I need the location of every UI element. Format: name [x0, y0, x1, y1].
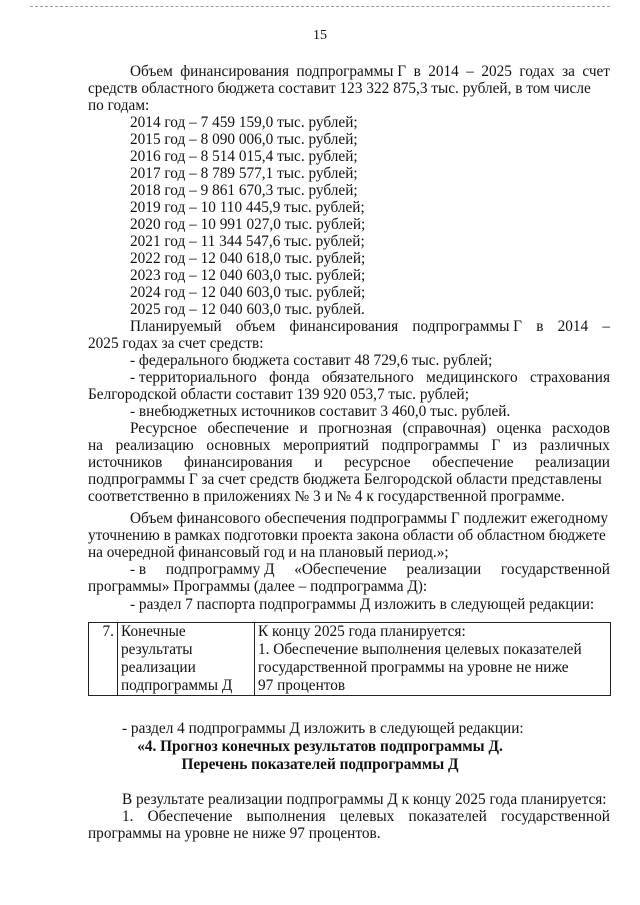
source-oms-line1: - территориального фонда обязательного медицинского страхования [130, 369, 610, 386]
para4-line2: уточнению в рамках подготовки проекта закона области об областном бюджете [88, 527, 606, 544]
source-federal: - федерального бюджета составит 48 729,6 тыс. рублей; [130, 352, 493, 369]
year-item: 2017 год – 8 789 577,1 тыс. рублей; [130, 165, 358, 182]
year-item: 2019 год – 10 110 445,9 тыс. рублей; [130, 199, 365, 216]
year-item: 2018 год – 9 861 670,3 тыс. рублей; [130, 182, 358, 199]
para1-line3: по годам: [88, 97, 150, 114]
year-item: 2016 год – 8 514 015,4 тыс. рублей; [130, 148, 358, 165]
table-cell-name: Конечные результаты реализации подпрограммы Д [118, 623, 255, 696]
section4-intro: - раздел 4 подпрограммы Д изложить в следующей редакции: [122, 720, 524, 737]
para3-line1: Ресурсное обеспечение и прогнозная (справочная) оценка расходов [130, 420, 610, 437]
year-item: 2021 год – 11 344 547,6 тыс. рублей; [130, 233, 365, 250]
para3-line2: на реализацию основных мероприятий подпрограммы Г из различных [88, 437, 610, 454]
year-item: 2025 год – 12 040 603,0 тыс. рублей. [130, 301, 365, 318]
section-heading-line2: Перечень показателей подпрограммы Д [181, 756, 459, 773]
year-item: 2023 год – 12 040 603,0 тыс. рублей; [130, 267, 366, 284]
year-item: 2024 год – 12 040 603,0 тыс. рублей; [130, 284, 366, 301]
result-line3: программы на уровне не ниже 97 процентов. [88, 825, 381, 842]
table-cell-number: 7. [89, 623, 118, 696]
para3-line4: подпрограммы Г за счет средств бюджета Белгородской области представлены [88, 471, 602, 488]
para5-line2: программы» Программы (далее – подпрограмма Д): [88, 578, 428, 595]
result-line1: В результате реализации подпрограммы Д к концу 2025 года планируется: [122, 791, 607, 808]
para1-line1: Объем финансирования подпрограммы Г в 2014 – 2025 годах за счет [130, 63, 610, 80]
section7-intro: - раздел 7 паспорта подпрограммы Д изложить в следующей редакции: [130, 596, 595, 613]
year-item: 2022 год – 12 040 618,0 тыс. рублей; [130, 250, 366, 267]
year-item: 2020 год – 10 991 027,0 тыс. рублей; [130, 216, 366, 233]
para1-line2: средств областного бюджета составит 123 322 875,3 тыс. рублей, в том числе [88, 80, 591, 97]
para4-line1: Объем финансового обеспечения подпрограммы Г подлежит ежегодному [130, 510, 609, 527]
year-item: 2014 год – 7 459 159,0 тыс. рублей; [130, 114, 358, 131]
table-cell-content: К концу 2025 года планируется: 1. Обеспечение выполнения целевых показателей государственной программы на уровне не ниже 97 процентов [255, 623, 611, 696]
section-heading-line1: «4. Прогноз конечных результатов подпрограммы Д. [137, 738, 503, 755]
para3-line3: источников финансирования и ресурсное обеспечение реализации [88, 454, 610, 471]
top-dashed-rule [30, 6, 610, 7]
para2-line2: 2025 годах за счет средств: [88, 335, 264, 352]
source-oms-line2: Белгородской области составит 139 920 053,7 тыс. рублей; [88, 386, 469, 403]
source-extra: - внебюджетных источников составит 3 460,0 тыс. рублей. [130, 403, 511, 420]
para4-line3: на очередной финансовый год и на плановый период.»; [88, 544, 449, 561]
table-row [89, 623, 611, 696]
para5-line1: - в подпрограмму Д «Обеспечение реализации государственной [130, 561, 610, 578]
para3-line5: соответственно в приложениях № 3 и № 4 к государственной программе. [88, 488, 565, 505]
result-line2: 1. Обеспечение выполнения целевых показателей государственной [122, 808, 610, 825]
passport-table [88, 622, 611, 696]
para2-line1: Планируемый объем финансирования подпрограммы Г в 2014 – [130, 318, 610, 335]
year-item: 2015 год – 8 090 006,0 тыс. рублей; [130, 131, 358, 148]
page-number: 15 [313, 28, 327, 43]
